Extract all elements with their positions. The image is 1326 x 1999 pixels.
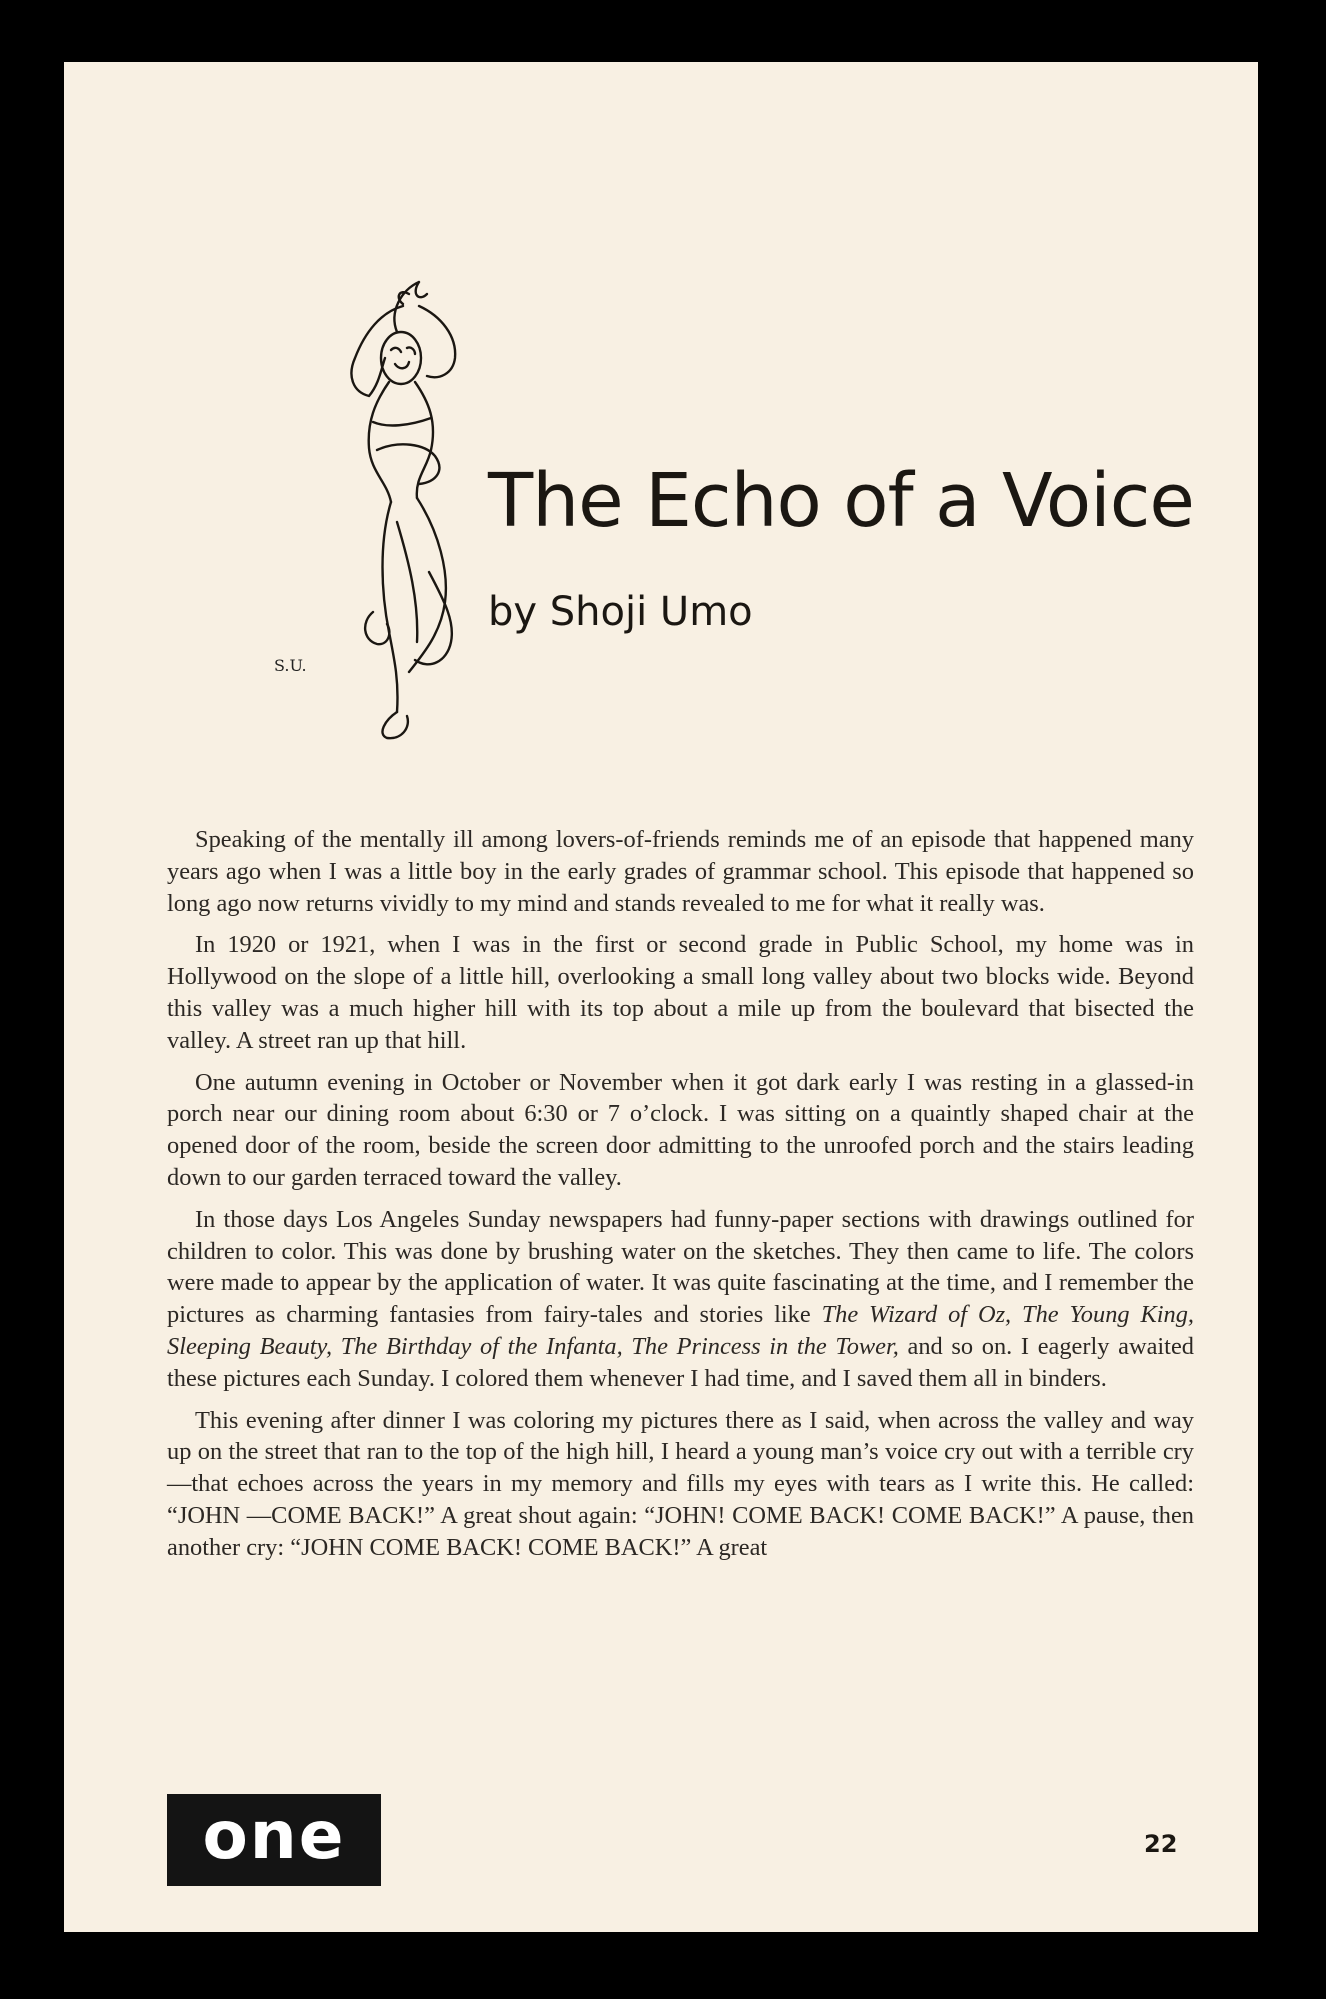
article-title: The Echo of a Voice xyxy=(488,458,1194,544)
body-paragraph xyxy=(167,1405,1194,1564)
article-byline: by Shoji Umo xyxy=(488,589,753,635)
text-run: and so on. I eagerly awaited these pictures each Sunday. I colored them whenever I had time, and I saved them all in binders. xyxy=(167,1332,1194,1392)
text-run: In those days Los Angeles Sunday newspapers had funny-paper sections with drawings outlined for children to color. This was done by brushing water on the sketches. They then came to life. The colors were made to appear by the application of water. It was quite fascinating at the time, and I remember the pictures as charming fantasies from fairy-tales and stories like xyxy=(167,1205,1194,1329)
text-run: This evening after dinner I was coloring my pictures there as I said, when across the valley and way up on the street that ran to the top of the high hill, I heard a young man’s voice cry out with a terrible cry—that echoes across the years in my memory and fills my eyes with tears as I write this. He called: “JOHN —COME BACK!” A great shout again: “JOHN! COME BACK! COME BACK!” A pause, then another cry: “JOHN COME BACK! COME BACK!” A great xyxy=(167,1406,1194,1561)
article-body xyxy=(167,824,1194,1574)
page-number: 22 xyxy=(1144,1830,1178,1858)
illustrator-initials: S.U. xyxy=(274,656,307,675)
body-paragraph xyxy=(167,1067,1194,1194)
body-paragraph xyxy=(167,1204,1194,1395)
body-paragraph xyxy=(167,824,1194,919)
magazine-logo: one xyxy=(167,1794,381,1886)
magazine-page xyxy=(64,62,1258,1932)
text-run: In 1920 or 1921, when I was in the first or second grade in Public School, my home was in Hollywood on the slope of a little hill, overlooking a small long valley about two blocks wide. Beyond this valley was a much higher hill with its top about a mile up from the boulevard that bisected the valley. A street ran up that hill. xyxy=(167,931,1194,1054)
body-paragraph xyxy=(167,929,1194,1056)
text-run: One autumn evening in October or November when it got dark early I was resting in a glassed-in porch near our dining room about 6:30 or 7 o’clock. I was sitting on a quaintly shaped chair at the opened door of the room, beside the screen door admitting to the unroofed porch and the stairs leading down to our garden terraced toward the valley. xyxy=(167,1068,1194,1191)
text-run: Speaking of the mentally ill among lovers-of-friends reminds me of an episode that happened many years ago when I was a little boy in the early grades of grammar school. This episode that happened so long ago now returns vividly to my mind and stands revealed to me for what it really was. xyxy=(167,826,1194,917)
italic-text: The Wizard of Oz, The Young King, Sleeping Beauty, The Birthday of the Infanta, The Princess in the Tower, xyxy=(167,1301,1194,1360)
dancer-illustration xyxy=(269,272,509,752)
